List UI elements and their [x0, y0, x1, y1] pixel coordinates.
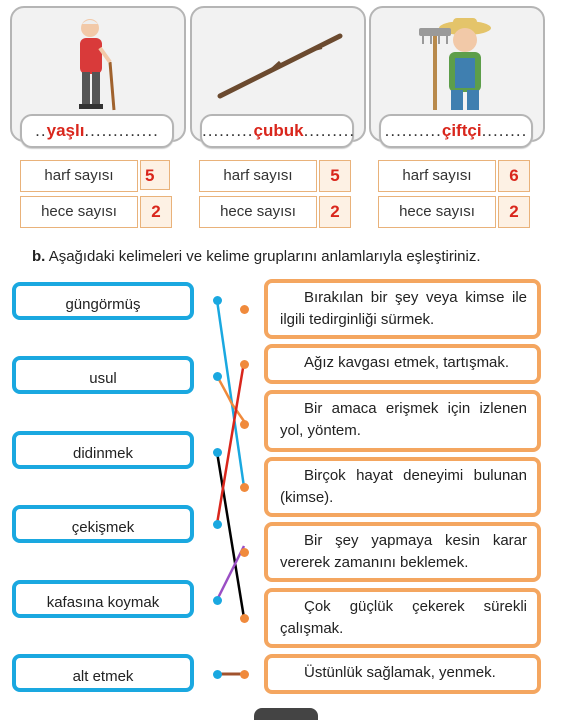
left-connector-dot[interactable] — [213, 372, 222, 381]
answer-word: çiftçi — [441, 121, 482, 140]
right-connector-dot[interactable] — [240, 360, 249, 369]
syllable-count-label: hece sayısı — [20, 196, 138, 228]
left-connector-dot[interactable] — [213, 670, 222, 679]
letter-count-value: 5 — [319, 160, 351, 192]
word-box-3: didinmek — [12, 431, 194, 469]
right-connector-dot[interactable] — [240, 670, 249, 679]
letter-count-label: harf sayısı — [199, 160, 317, 192]
right-connector-dot[interactable] — [240, 548, 249, 557]
instruction-text: Aşağıdaki kelimeleri ve kelime gruplarını anlamlarıyla eşleştiriniz. — [48, 248, 481, 265]
left-connector-dot[interactable] — [213, 520, 222, 529]
syllable-count-label: hece sayısı — [199, 196, 317, 228]
word-box: ..yaşlı............. — [20, 114, 174, 148]
letter-count-label: harf sayısı — [20, 160, 138, 192]
meaning-box-1: Bırakılan bir şey veya kimse ile ilgili tedirginliği sürmek. — [264, 279, 541, 339]
right-connector-dot[interactable] — [240, 420, 249, 429]
meaning-box-5: Bir şey yapmaya kesin karar vererek zamanını beklemek. — [264, 522, 541, 582]
syllable-count-value: 2 — [498, 196, 530, 228]
syllable-count-label: hece sayısı — [378, 196, 496, 228]
letter-count-value: 5 — [140, 160, 170, 190]
left-connector-dot[interactable] — [213, 448, 222, 457]
letter-count-value: 6 — [498, 160, 530, 192]
word-box-5: kafasına koymak — [12, 580, 194, 618]
answer-word: yaşlı — [46, 121, 85, 140]
right-connector-dot[interactable] — [240, 305, 249, 314]
word-box-4: çekişmek — [12, 505, 194, 543]
syllable-count-value: 2 — [140, 196, 172, 228]
word-box: ..........çiftçi........ — [379, 114, 533, 148]
exercise-letter: b. — [32, 248, 46, 265]
word-box: .........çubuk......... — [200, 114, 354, 148]
left-connector-dot[interactable] — [213, 596, 222, 605]
letter-count-label: harf sayısı — [378, 160, 496, 192]
word-box-2: usul — [12, 356, 194, 394]
meaning-box-7: Üstünlük sağlamak, yenmek. — [264, 654, 541, 694]
word-box-1: güngörmüş — [12, 282, 194, 320]
right-connector-dot[interactable] — [240, 483, 249, 492]
answer-word: çubuk — [253, 121, 304, 140]
page-tab — [254, 708, 318, 720]
meaning-box-2: Ağız kavgası etmek, tartışmak. — [264, 344, 541, 384]
word-box-6: alt etmek — [12, 654, 194, 692]
syllable-count-value: 2 — [319, 196, 351, 228]
meaning-box-6: Çok güçlük çekerek sürekli çalışmak. — [264, 588, 541, 648]
left-connector-dot[interactable] — [213, 296, 222, 305]
meaning-box-3: Bir amaca erişmek için izlenen yol, yöntem. — [264, 390, 541, 452]
meaning-box-4: Birçok hayat deneyimi bulunan (kimse). — [264, 457, 541, 517]
right-connector-dot[interactable] — [240, 614, 249, 623]
